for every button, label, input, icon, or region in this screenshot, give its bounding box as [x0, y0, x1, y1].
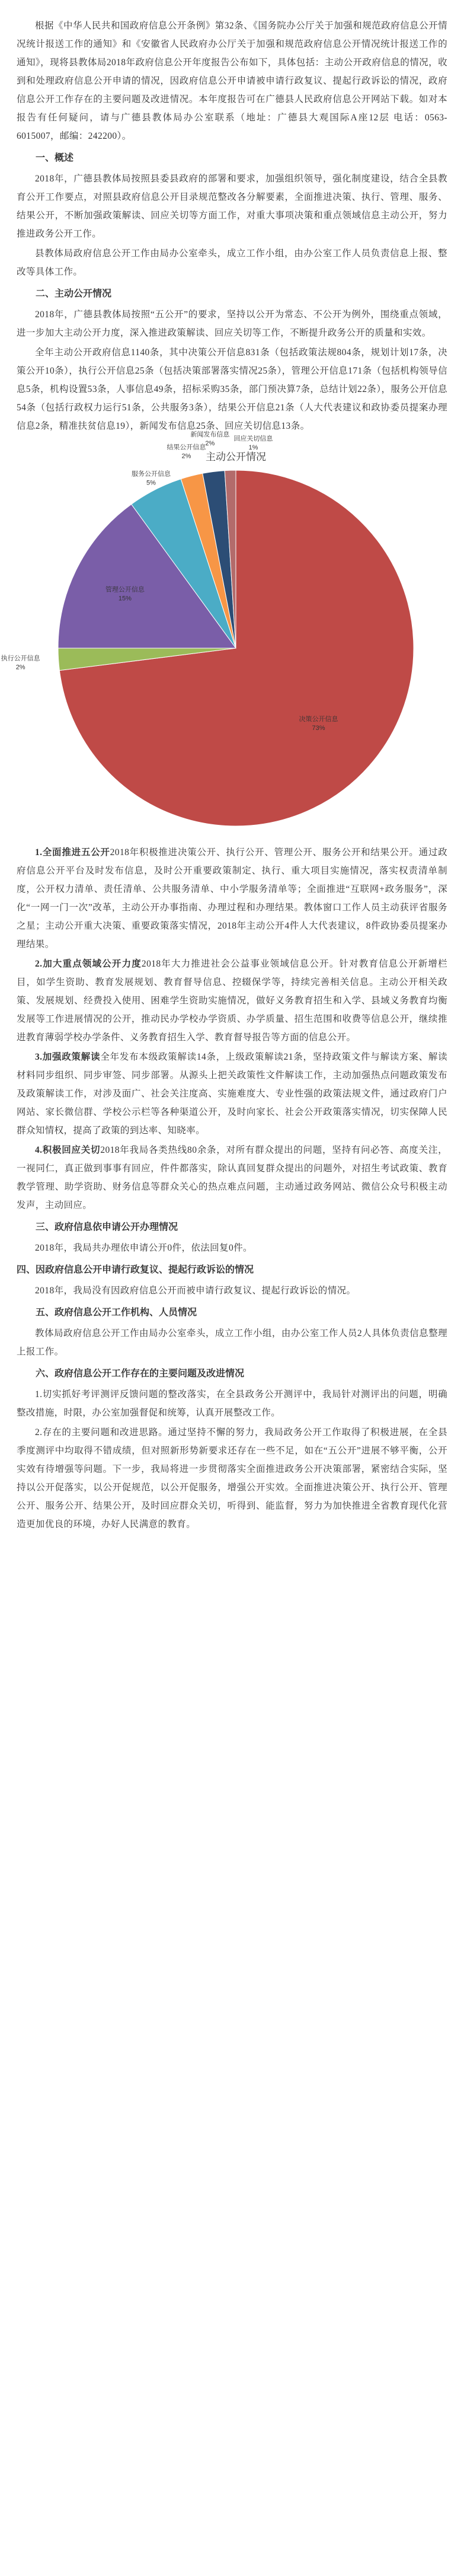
section-title-active-disclosure: 二、主动公开情况: [36, 289, 112, 299]
chart-title: 主动公开情况: [206, 451, 266, 463]
respond-concerns-lead: 4.积极回应关切: [35, 1145, 101, 1155]
section-title-staff: 五、政府信息公开工作机构、人员情况: [36, 1308, 197, 1318]
pie-value-2: 2%: [15, 664, 25, 671]
section-title-problems: 六、政府信息公开工作存在的主要问题及改进情况: [36, 1369, 245, 1379]
active-paragraph-1: 2018年，广德县教体局按照“五公开”的要求，坚持以公开为常态、不公开为例外，围绕重点领域，进一步加大主动公开力度，深入推进政策解读、回应关切等工作，不断提升政务公开的质量和实效。: [17, 310, 447, 338]
problems-paragraph-2: 2.存在的主要问题和改进思路。通过坚持不懈的努力，我局政务公开工作取得了积极进展，在全县季度测评中均取得不错成绩，但对照新形势新要求还存在一些不足，如在“五公开”进展不够平衡，公开实效有待增强等问题。下一步，我局将进一步贯彻落实全面推进政务公开决策部署，紧密结合实际，坚持以公开促落实，以公开促规范，以公开促服务，增强公开实效。全面推进决策公开、执行公开、管理公开、服务公开、结果公开，及时回应群众关切，听得到、能监督，努力为加快推进全省教育现代化营造更加优良的环境，办好人民满意的教育。: [17, 1427, 447, 1529]
five-disclosure-lead: 1.全面推进五公开: [35, 847, 110, 857]
five-disclosure-text: 2018年积极推进决策公开、执行公开、管理公开、服务公开和结果公开。通过政府信息公开平台及时发布信息，及时公开重要政策制定、执行、重大项目实施情况，落实权责清单制度，公开权力清单、责任清单、公共服务清单、中小学服务清单等；全面推进“互联网+政务服务”，深化“一网一门一次”改革，主动公开办事指南、办理过程和办理结果。教体窗口工作人员主动获评省服务之星；主动公开重大决策、重要政策落实情况，2018年主动公开4件人大代表建议，8件政协委员提案办理结果。: [17, 847, 447, 949]
staff-paragraph: 教体局政府信息公开工作由局办公室牵头，成立工作小组，由办公室工作人员2人具体负责信息整理上报工作。: [17, 1328, 447, 1357]
policy-interpretation-lead: 3.加强政策解读: [35, 1052, 101, 1062]
pie-label-7: 回应关切信息: [233, 435, 273, 443]
policy-interpretation-text: 全年发布本级政策解读14条，上级政策解读21条，坚持政策文件与解读方案、解读材料同步组织、同步审签、同步部署。从源头上把关政策性文件解读工作，主动加强热点问题政策发布及政策解读工作，对涉及面广、社会关注度高、实施难度大、专业性强的政策法规文件，通过政府门户网站、家长微信群、学校公示栏等各种渠道公开，及时向家长、社会公开政策落实情况，切实保障人民群众知情权，提高了政策的到达率、知晓率。: [17, 1052, 448, 1136]
five-disclosure-paragraph: [17, 843, 447, 954]
pie-label-6: 新闻发布信息: [190, 431, 230, 438]
pie-label-2: 执行公开信息: [1, 655, 40, 662]
pie-label-4: 服务公开信息: [131, 470, 171, 478]
pie-chart: [1, 431, 447, 835]
pie-value-7: 1%: [248, 444, 258, 452]
policy-interpretation-paragraph: [17, 1048, 447, 1140]
pie-label-5: 结果公开信息: [167, 444, 206, 451]
pie-value-6: 2%: [205, 439, 215, 447]
intro-paragraph: 根据《中华人民共和国政府信息公开条例》第32条、《国务院办公厅关于加强和规范政府信息公开情况统计报送工作的通知》和《安徽省人民政府办公厅关于加强和规范政府信息公开情况统计报送工作的通知》，现将县教体局2018年政府信息公开年度报告公布如下，具体包括：主动公开政府信息的情况，收到和处理政府信息公开申请的情况，因政府信息公开申请被申请行政复议、提起行政诉讼的情况，政府信息公开工作存在的主要问题及改进情况。本年度报告可在广德县人民政府信息公开网站下载。如对本报告有任何疑问，请与广德县教体局办公室联系（地址：广德县大观国际A座12层 电话：0563-6015007，邮编：242200）。: [17, 21, 447, 141]
respond-concerns-text: 2018年我局各类热线80余条，对所有群众提出的问题，坚持有问必答、高度关注，一视同仁，真正做到事事有回应，件件都落实，除认真回复群众提出的问题外，对招生考试政策、教育教学管理、助学资助、财务信息等群众关心的热点难点问题，主动通过政务网站、微信公众号积极主动发声，主动回应。: [17, 1145, 447, 1210]
section-title-review-litigation: 四、因政府信息公开申请行政复议、提起行政诉讼的情况: [17, 1265, 254, 1275]
application-paragraph: 2018年，我局共办理依申请公开0件，依法回复0件。: [35, 1243, 252, 1253]
pie-label-1: 决策公开信息: [299, 716, 338, 723]
pie-chart-container: [1, 431, 447, 835]
review-litigation-paragraph: 2018年，我局没有因政府信息公开而被申请行政复议、提起行政诉讼的情况。: [35, 1286, 356, 1296]
pie-label-3: 管理公开信息: [105, 586, 145, 594]
respond-concerns-paragraph: [17, 1141, 447, 1214]
section-title-application: 三、政府信息依申请公开办理情况: [36, 1222, 178, 1232]
pie-value-5: 2%: [181, 452, 191, 460]
problems-paragraph-1: 1.切实抓好考评测评反馈问题的整改落实，在全县政务公开测评中，我局针对测评出的问题，明确整改措施，时限，办公室加强督促和统筹，认真开展整改工作。: [17, 1389, 447, 1418]
key-areas-lead: 2.加大重点领域公开力度: [35, 959, 142, 969]
key-areas-paragraph: [17, 955, 447, 1047]
section-title-overview: 一、概述: [36, 153, 74, 163]
key-areas-text: 2018年大力推进社会公益事业领域信息公开。针对教育信息公开新增栏目，如学生资助、教育发展规划、教育督导信息、控辍保学等，持续完善相关信息。主动公开相关政策、发展规划、经费投入使用、困难学生资助实施情况，做好义务教育招生和入学、县域义务教育均衡发展等工作进展情况的公开，推动民办学校办学资质、办学质量、招生范围和收费等信息公开，继续推进教育薄弱学校办学条件、义务教育招生入学、教育督导报告等方面的信息公开。: [17, 959, 447, 1042]
pie-value-1: 73%: [312, 725, 325, 732]
overview-paragraph-1: 2018年，广德县教体局按照县委县政府的部署和要求，加强组织领导，强化制度建设，结合全县教育公开工作要点，对照县政府信息公开目录规范整改各分解要素，全面推进决策、执行、管理、服务、结果公开，不断加强政策解读、回应关切等方面工作，对重大事项决策和重点领域信息主动公开，努力推进政务公开工作。: [17, 174, 447, 239]
overview-paragraph-2: 县教体局政府信息公开工作由局办公室牵头，成立工作小组，由办公室工作人员负责信息上报、整改等具体工作。: [17, 248, 447, 277]
pie-value-3: 15%: [118, 595, 132, 602]
pie-value-4: 5%: [146, 479, 156, 487]
active-paragraph-2: 全年主动公开政府信息1140条，其中决策公开信息831条（包括政策法规804条，规划计划17条，决策公开10条），执行公开信息25条（包括决策部署落实情况25条），管理公开信息171条（包括机构领导信息5条，机构设置53条，人事信息49条，招标采购35条，部门预决算7条，总结计划22条），服务公开信息54条（包括行政权力运行51条，公共服务3条），结果公开信息21条（人大代表建议和政协委员提案办理信息2条，精准扶贫信息19），新闻发布信息25条、回应关切信息13条。: [17, 347, 447, 431]
